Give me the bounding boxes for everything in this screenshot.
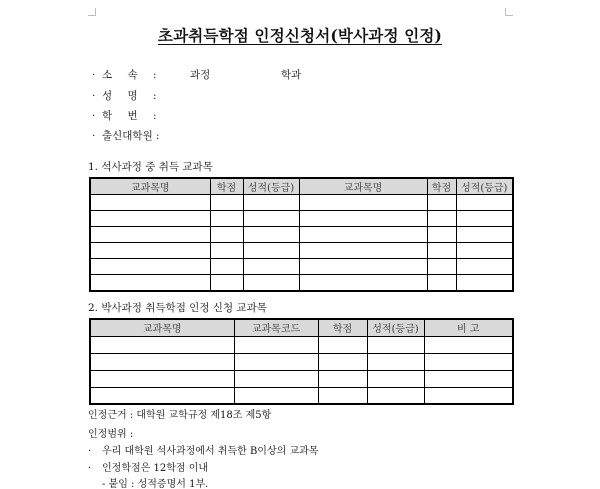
header-credit: 학점 — [427, 178, 456, 195]
dept-unit: 학과 — [281, 69, 302, 81]
table-cell[interactable] — [456, 227, 513, 243]
scope-item-1-text: 우리 대학원 석사과정에서 취득한 B이상의 교과목 — [102, 446, 319, 457]
table-cell[interactable] — [427, 243, 456, 259]
table-cell[interactable] — [427, 275, 456, 291]
table-cell[interactable] — [299, 259, 427, 275]
page-corner-mark — [88, 8, 96, 16]
table-row — [90, 370, 513, 387]
table-cell[interactable] — [427, 195, 456, 211]
table-cell[interactable] — [243, 259, 299, 275]
header-course-name: 교과목명 — [90, 178, 210, 195]
table-cell[interactable] — [243, 275, 299, 291]
table-cell[interactable] — [210, 259, 243, 275]
table-cell[interactable] — [90, 387, 234, 404]
table-cell[interactable] — [243, 243, 299, 259]
scope-item-1: · 우리 대학원 석사과정에서 취득한 B이상의 교과목 — [88, 446, 319, 457]
table-cell[interactable] — [90, 259, 210, 275]
table-cell[interactable] — [424, 370, 513, 387]
table-cell[interactable] — [318, 353, 367, 370]
masters-courses-table — [89, 177, 514, 292]
table-row — [90, 227, 513, 243]
table-cell[interactable] — [299, 243, 427, 259]
scope-item-2-text: 인정학점은 12학점 이내 — [102, 463, 209, 474]
table-cell[interactable] — [243, 211, 299, 227]
table-cell[interactable] — [210, 243, 243, 259]
table-cell[interactable] — [90, 211, 210, 227]
table-cell[interactable] — [424, 336, 513, 353]
table-cell[interactable] — [210, 211, 243, 227]
header-grade: 성적(등급) — [243, 178, 299, 195]
table-cell[interactable] — [456, 275, 513, 291]
table-cell[interactable] — [90, 227, 210, 243]
table-cell[interactable] — [367, 370, 424, 387]
table-cell[interactable] — [210, 195, 243, 211]
table-cell[interactable] — [427, 211, 456, 227]
table-cell[interactable] — [90, 370, 234, 387]
section2-title: 2. 박사과정 취득학점 인정 신청 교과목 — [88, 302, 267, 314]
header-remarks: 비 고 — [424, 319, 513, 336]
section1-title: 1. 석사과정 중 취득 교과목 — [88, 161, 213, 173]
table-row — [90, 211, 513, 227]
header-grade: 성적(등급) — [456, 178, 513, 195]
scope-item-2: · 인정학점은 12학점 이내 — [88, 463, 209, 474]
table-cell[interactable] — [90, 336, 234, 353]
table-cell[interactable] — [90, 353, 234, 370]
table-cell[interactable] — [367, 387, 424, 404]
table-cell[interactable] — [456, 195, 513, 211]
table-cell[interactable] — [427, 227, 456, 243]
header-grade: 성적(등급) — [367, 319, 424, 336]
table-row — [90, 336, 513, 353]
table-cell[interactable] — [299, 211, 427, 227]
grad-school-row: · 출신대학원 : — [92, 130, 160, 142]
table-cell[interactable] — [299, 195, 427, 211]
page-corner-mark — [505, 8, 513, 16]
grad-school-label: 출신대학원 : — [102, 130, 160, 142]
table-row — [90, 353, 513, 370]
table-cell[interactable] — [456, 243, 513, 259]
table-cell[interactable] — [234, 336, 318, 353]
name-row: · 성 명 : — [92, 90, 163, 102]
table-cell[interactable] — [318, 336, 367, 353]
table-cell[interactable] — [456, 211, 513, 227]
header-credit: 학점 — [210, 178, 243, 195]
id-row: · 학 번 : — [92, 110, 163, 122]
table-cell[interactable] — [299, 227, 427, 243]
table-row — [90, 275, 513, 291]
table-row — [90, 259, 513, 275]
table-cell[interactable] — [234, 370, 318, 387]
affiliation-label: 소 속 : — [102, 69, 163, 81]
table-cell[interactable] — [90, 275, 210, 291]
course-unit: 과정 — [190, 69, 211, 81]
table-cell[interactable] — [90, 195, 210, 211]
table-cell[interactable] — [318, 370, 367, 387]
header-course-code: 교과목코드 — [234, 319, 318, 336]
scope-label: 인정범위 : — [88, 429, 134, 440]
table-row — [90, 195, 513, 211]
student-id-label: 학 번 : — [102, 110, 163, 122]
table-cell[interactable] — [367, 336, 424, 353]
table-cell[interactable] — [424, 387, 513, 404]
doctoral-credit-table — [89, 318, 514, 405]
header-course-name: 교과목명 — [90, 319, 234, 336]
table-cell[interactable] — [243, 195, 299, 211]
table-cell[interactable] — [210, 275, 243, 291]
table-cell[interactable] — [424, 353, 513, 370]
table-cell[interactable] — [234, 387, 318, 404]
table-cell[interactable] — [318, 387, 367, 404]
header-credit: 학점 — [318, 319, 367, 336]
header-course-name: 교과목명 — [299, 178, 427, 195]
attachment-note: - 붙임 : 성적증명서 1부. — [102, 479, 209, 489]
table-cell[interactable] — [210, 227, 243, 243]
table-cell[interactable] — [243, 227, 299, 243]
name-label: 성 명 : — [102, 90, 163, 102]
document-title: 초과취득학점 인정신청서(박사과정 인정) — [157, 26, 443, 45]
table-cell[interactable] — [367, 353, 424, 370]
table-cell[interactable] — [456, 259, 513, 275]
basis-text: 인정근거 : 대학원 교학규정 제18조 제5항 — [88, 410, 272, 421]
table-row — [90, 387, 513, 404]
table-cell[interactable] — [427, 259, 456, 275]
affiliation-row: · 소 속 : — [92, 69, 163, 81]
table-cell[interactable] — [90, 243, 210, 259]
table-cell[interactable] — [299, 275, 427, 291]
table-cell[interactable] — [234, 353, 318, 370]
table-row — [90, 243, 513, 259]
